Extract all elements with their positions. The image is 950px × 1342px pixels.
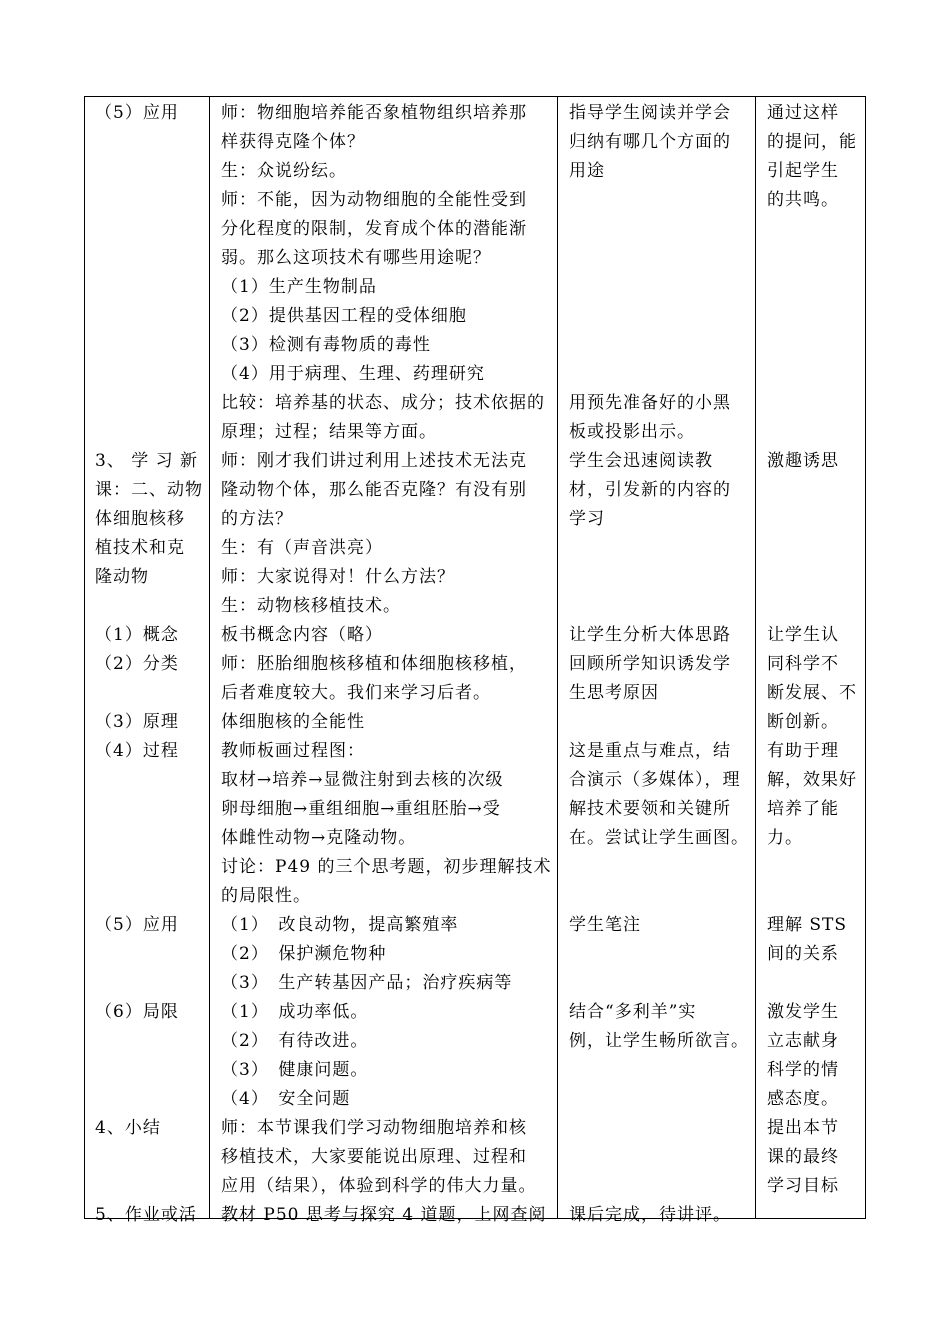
col1-line: （3）原理 <box>95 712 179 732</box>
col3-line: 结合“多利羊”实 <box>569 1002 697 1022</box>
col4-line: 引起学生 <box>767 161 839 181</box>
col1-line: （4）过程 <box>95 741 179 761</box>
col3-line: 合演示（多媒体），理 <box>569 770 741 790</box>
column-divider <box>557 97 558 1218</box>
col2-line: 师：不能，因为动物细胞的全能性受到 <box>221 190 527 210</box>
col4-line: 理解 STS <box>767 915 848 935</box>
col2-line: 生：有（声音洪亮） <box>221 538 383 558</box>
col2-line: 后者难度较大。我们来学习后者。 <box>221 683 491 703</box>
col2-line: （1） 改良动物，提高繁殖率 <box>221 915 459 935</box>
col4-line: 力。 <box>767 828 803 848</box>
col3-line: 课后完成，待讲评。 <box>569 1205 731 1225</box>
col4-line: 学习目标 <box>767 1176 839 1196</box>
col1-line: （1）概念 <box>95 625 179 645</box>
col2-line: 体细胞核的全能性 <box>221 712 365 732</box>
column-divider <box>755 97 756 1218</box>
col1-line: 体细胞核移 <box>95 509 185 529</box>
col4-line: 断创新。 <box>767 712 839 732</box>
col2-line: 的方法？ <box>221 509 293 529</box>
col2-line: （1） 成功率低。 <box>221 1002 369 1022</box>
col3-line: 学习 <box>569 509 605 529</box>
col4-line: 课的最终 <box>767 1147 839 1167</box>
col2-line: 师：胚胎细胞核移植和体细胞核移植， <box>221 654 527 674</box>
col4-line: 让学生认 <box>767 625 839 645</box>
col3-line: 指导学生阅读并学会 <box>569 103 731 123</box>
col2-line: 原理；过程；结果等方面。 <box>221 422 437 442</box>
col2-line: （3） 健康问题。 <box>221 1060 369 1080</box>
col4-line: 激发学生 <box>767 1002 839 1022</box>
col4-line: 间的关系 <box>767 944 839 964</box>
col4-line: 的提问，能 <box>767 132 857 152</box>
col2-line: 教材 P50 思考与探究 4 道题，上网查阅 <box>221 1205 547 1225</box>
col2-line: （2） 有待改进。 <box>221 1031 369 1051</box>
col3-line: 归纳有哪几个方面的 <box>569 132 731 152</box>
col2-line: 弱。那么这项技术有哪些用途呢？ <box>221 248 491 268</box>
col1-line: （5）应用 <box>95 915 179 935</box>
col4-line: 提出本节 <box>767 1118 839 1138</box>
col2-line: 讨论：P49 的三个思考题，初步理解技术 <box>221 857 552 877</box>
col4-line: 立志献身 <box>767 1031 839 1051</box>
col2-line: 的局限性。 <box>221 886 311 906</box>
col2-line: 隆动物个体，那么能否克隆？有没有别 <box>221 480 527 500</box>
col2-line: 样获得克隆个体？ <box>221 132 365 152</box>
col2-line: 师：刚才我们讲过利用上述技术无法克 <box>221 451 527 471</box>
col2-line: 师：物细胞培养能否象植物组织培养那 <box>221 103 527 123</box>
col2-line: 移植技术，大家要能说出原理、过程和 <box>221 1147 527 1167</box>
col3-line: 材，引发新的内容的 <box>569 480 731 500</box>
column-divider <box>209 97 210 1218</box>
col1-line: （5）应用 <box>95 103 179 123</box>
lesson-plan-table <box>84 96 866 1225</box>
col2-line: （3）检测有毒物质的毒性 <box>221 335 431 355</box>
col1-line: 课：二、动物 <box>95 480 203 500</box>
col2-line: 取材→培养→显微注射到去核的次级 <box>221 770 504 790</box>
col2-line: 比较：培养基的状态、成分；技术依据的 <box>221 393 545 413</box>
col4-line: 同科学不 <box>767 654 839 674</box>
col3-line: 学生笔注 <box>569 915 641 935</box>
col3-line: 用预先准备好的小黑 <box>569 393 731 413</box>
col3-line: 生思考原因 <box>569 683 659 703</box>
col2-line: 生：众说纷纭。 <box>221 161 347 181</box>
col4-line: 科学的情 <box>767 1060 839 1080</box>
col4-line: 通过这样 <box>767 103 839 123</box>
col1-line: 5、作业或活 <box>95 1205 197 1225</box>
col2-line: （4） 安全问题 <box>221 1089 351 1109</box>
col1-line: （2）分类 <box>95 654 179 674</box>
col2-line: （1）生产生物制品 <box>221 277 377 297</box>
col2-line: （2） 保护濒危物种 <box>221 944 387 964</box>
col2-line: （2）提供基因工程的受体细胞 <box>221 306 467 326</box>
col1-line: 隆动物 <box>95 567 149 587</box>
col3-line: 让学生分析大体思路 <box>569 625 731 645</box>
col3-line: 学生会迅速阅读教 <box>569 451 713 471</box>
col2-line: 板书概念内容（略） <box>221 625 383 645</box>
col4-line: 解，效果好 <box>767 770 857 790</box>
col1-line: 植技术和克 <box>95 538 185 558</box>
col3-line: 这是重点与难点，结 <box>569 741 731 761</box>
col2-line: 体雌性动物→克隆动物。 <box>221 828 417 848</box>
col2-line: 卵母细胞→重组细胞→重组胚胎→受 <box>221 799 501 819</box>
col2-line: 师：大家说得对！什么方法？ <box>221 567 455 587</box>
col3-line: 在。尝试让学生画图。 <box>569 828 749 848</box>
col3-line: 用途 <box>569 161 605 181</box>
col4-line: 激趣诱思 <box>767 451 839 471</box>
col2-line: 分化程度的限制，发育成个体的潜能渐 <box>221 219 527 239</box>
col4-line: 有助于理 <box>767 741 839 761</box>
col4-line: 培养了能 <box>767 799 839 819</box>
col2-line: 教师板画过程图： <box>221 741 365 761</box>
col3-line: 回顾所学知识诱发学 <box>569 654 731 674</box>
col2-line: （3） 生产转基因产品；治疗疾病等 <box>221 973 513 993</box>
col1-line: （6）局限 <box>95 1002 179 1022</box>
col2-line: （4）用于病理、生理、药理研究 <box>221 364 485 384</box>
col4-line: 的共鸣。 <box>767 190 839 210</box>
col3-line: 例，让学生畅所欲言。 <box>569 1031 749 1051</box>
col3-line: 板或投影出示。 <box>569 422 695 442</box>
col2-line: 应用（结果），体验到科学的伟大力量。 <box>221 1176 537 1196</box>
col2-line: 生：动物核移植技术。 <box>221 596 401 616</box>
col4-line: 断发展、不 <box>767 683 857 703</box>
col3-line: 解技术要领和关键所 <box>569 799 731 819</box>
col1-line: 3、 学 习 新 <box>95 451 199 471</box>
col2-line: 师：本节课我们学习动物细胞培养和核 <box>221 1118 527 1138</box>
col1-line: 4、小结 <box>95 1118 161 1138</box>
col4-line: 感态度。 <box>767 1089 839 1109</box>
